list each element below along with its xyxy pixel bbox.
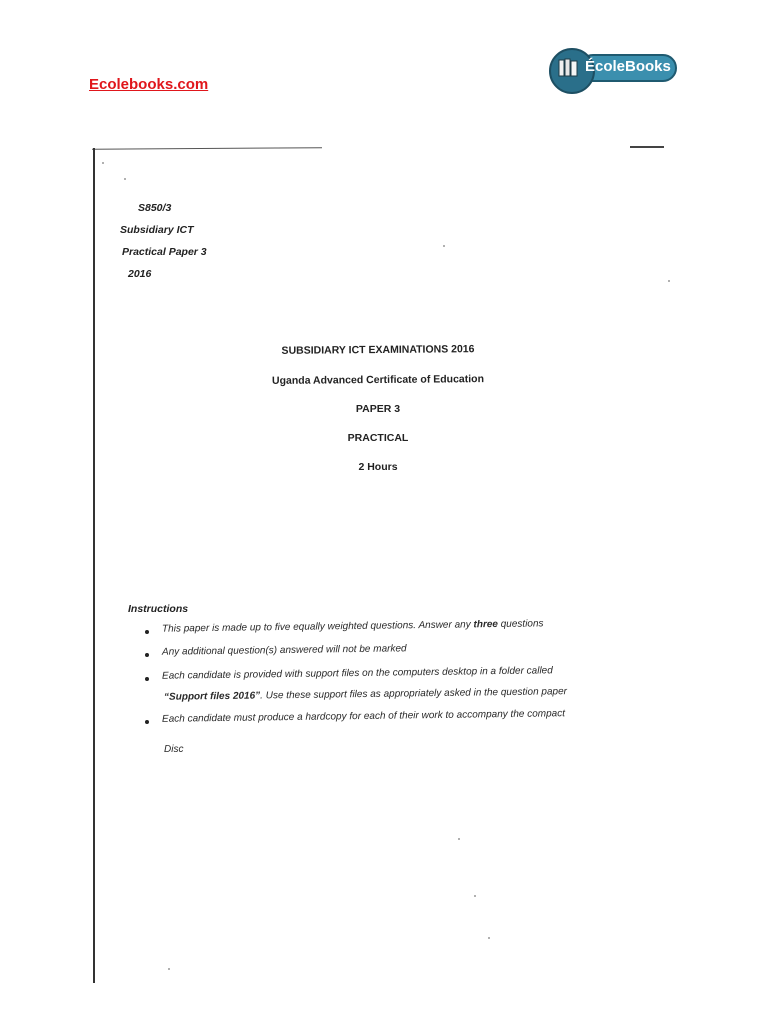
instruction-item-3-cont: “Support files 2016”. Use these support files as appropriately asked in the question paper bbox=[163, 686, 568, 703]
paper-subject: Subsidiary ICT bbox=[120, 224, 194, 236]
bullet-dot bbox=[145, 630, 149, 634]
certificate-title: Uganda Advanced Certificate of Education bbox=[271, 373, 485, 387]
book-icon bbox=[558, 58, 580, 78]
instruction-item-3: Each candidate is provided with support files on the computers desktop in a folder called bbox=[161, 665, 553, 682]
bullet-dot bbox=[145, 677, 149, 681]
paper-year: 2016 bbox=[128, 268, 152, 280]
instruction-item-2: Any additional question(s) answered will not be marked bbox=[161, 643, 407, 658]
bullet-dot bbox=[145, 653, 149, 657]
paper-name: Practical Paper 3 bbox=[122, 246, 207, 258]
scanned-exam-page bbox=[88, 140, 688, 990]
instruction-item-4: Each candidate must produce a hardcopy for each of their work to accompany the compact bbox=[161, 708, 566, 725]
exam-duration: 2 Hours bbox=[358, 461, 398, 473]
paper-code: S850/3 bbox=[138, 202, 172, 214]
scan-border-top-right bbox=[630, 146, 664, 148]
instruction-item-4-cont: Disc bbox=[164, 744, 184, 755]
paper-type: PRACTICAL bbox=[347, 432, 409, 444]
bullet-dot bbox=[145, 720, 149, 724]
logo-text: ÉcoleBooks bbox=[585, 58, 671, 75]
instruction-item-1: This paper is made up to five equally weighted questions. Answer any three questions bbox=[161, 618, 544, 635]
ecolebooks-logo bbox=[549, 48, 679, 92]
paper-number: PAPER 3 bbox=[355, 403, 401, 415]
exam-title: SUBSIDIARY ICT EXAMINATIONS 2016 bbox=[281, 343, 475, 357]
scan-border-left bbox=[93, 148, 95, 983]
ecolebooks-site-link[interactable]: Ecolebooks.com bbox=[89, 76, 209, 93]
instructions-heading: Instructions bbox=[128, 603, 189, 615]
scan-border-top bbox=[92, 147, 322, 150]
